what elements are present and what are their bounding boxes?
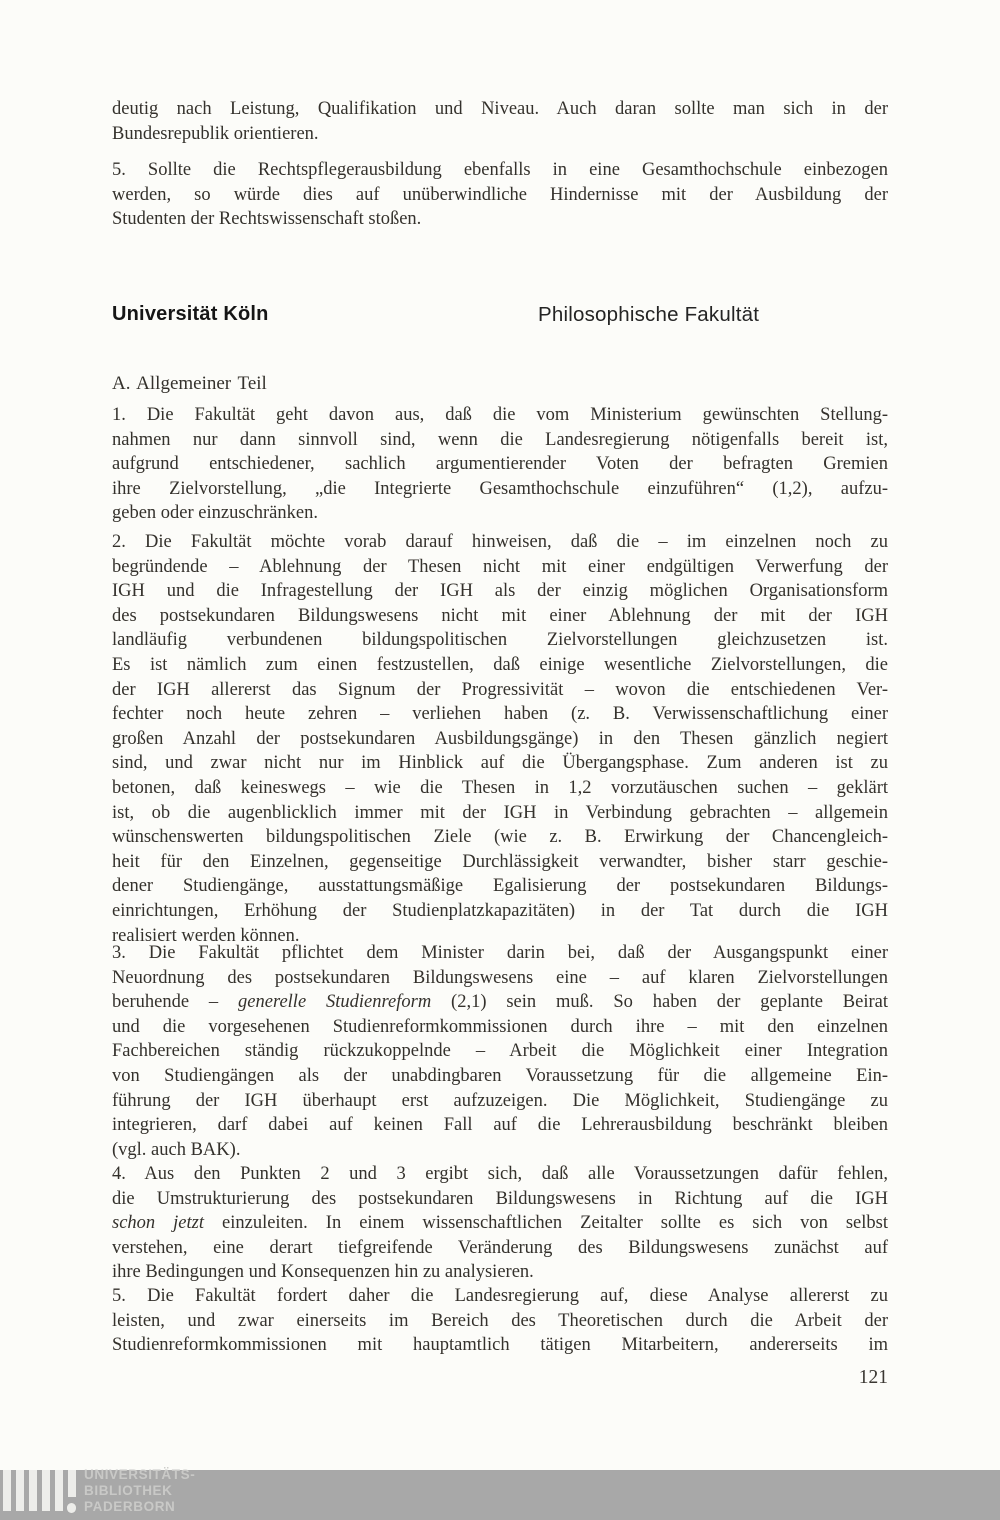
page-number: 121: [858, 1367, 888, 1388]
paragraph-2: [112, 530, 888, 948]
text-line: Fachbereichen ständig rückzukoppelnde – Arbeit die Möglichkeit einer Integration: [112, 1041, 888, 1062]
text-line: leisten, und zwar einerseits im Bereich des Theoretischen durch die Arbeit der: [112, 1310, 888, 1331]
text-line: heit für den Einzelnen, gegenseitige Durchlässigkeit verwandter, bisher starr geschie-: [112, 851, 888, 872]
italic-text-segment: schon jetzt: [112, 1213, 204, 1234]
logo-bar: [42, 1470, 50, 1511]
text-line: des postsekundaren Bildungswesens nicht mit einer Ablehnung der mit der IGH: [112, 605, 888, 626]
logo-dot: [67, 1503, 77, 1513]
text-line: begründende – Ablehnung der Thesen nicht mit einer endgültigen Verwerfung der: [112, 556, 888, 577]
text-line: einrichtungen, Erhöhung der Studienplatzkapazitäten) in der Tat durch die IGH: [112, 900, 888, 921]
text-line: von Studiengängen als der unabdingbaren Voraussetzung für die allgemeine Ein-: [112, 1065, 888, 1086]
stamp-line: PADERBORN: [84, 1499, 176, 1514]
text-line: ihre Zielvorstellung, „die Integrierte Gesamthochschule einzuführen“ (1,2), aufzu-: [112, 478, 888, 499]
statement-header: [112, 303, 888, 329]
text-line: Es ist nämlich zum einen festzustellen, daß einige wesentliche Zielvorstellungen, die: [112, 654, 888, 675]
text-line: Bundesrepublik orientieren.: [112, 123, 319, 144]
text-line: nahmen nur dann sinnvoll sind, wenn die Landesregierung nötigenfalls bereit ist,: [112, 429, 888, 450]
text-line: 3. Die Fakultät pflichtet dem Minister darin bei, daß der Ausgangspunkt einer: [112, 943, 888, 963]
text-line: sind, und zwar nicht nur im Hinblick auf die Übergangsphase. Zum anderen ist zu: [112, 753, 888, 774]
continuation-paragraph: [112, 97, 888, 146]
text-line: 5. Die Fakultät fordert daher die Landesregierung auf, diese Analyse allererst zu: [112, 1286, 888, 1306]
text-line: realisiert werden können.: [112, 925, 300, 946]
text-line: fechter noch heute zehren – verliehen haben (z. B. Verwissenschaftlichung einer: [112, 704, 888, 725]
text-line: Studienreformkommissionen mit hauptamtlich tätigen Mitarbeitern, andererseits im: [112, 1335, 888, 1356]
text-line: integrieren, darf dabei auf keinen Fall auf die Lehrerausbildung beschränkt bleiben: [112, 1115, 888, 1136]
text-line: der IGH allererst das Signum der Progressivität – wovon die entschiedenen Ver-: [112, 679, 888, 700]
text-line: wünschenswerten bildungspolitischen Ziele (wie z. B. Erwirkung der Chancengleich-: [112, 827, 888, 848]
text-line: großen Anzahl der postsekundaren Ausbildungsgänge) in den Thesen gänzlich negiert: [112, 728, 888, 749]
logo-bar: [68, 1470, 76, 1497]
text-line: die Umstrukturierung des postsekundaren Bildungswesens in Richtung auf die IGH: [112, 1188, 888, 1209]
text-segment: (2,1) sein muß. So haben der geplante Beirat: [431, 992, 888, 1013]
university-name: Universität Köln: [112, 303, 269, 325]
text-line: [112, 990, 888, 1015]
section-heading: A. Allgemeiner Teil: [112, 373, 267, 394]
text-line: deutig nach Leistung, Qualifikation und Niveau. Auch daran sollte man sich in der: [112, 99, 888, 119]
paragraph-3: [112, 941, 888, 1162]
stamp-line: BIBLIOTHEK: [84, 1483, 173, 1498]
text-line: (vgl. auch BAK).: [112, 1139, 241, 1160]
text-line: aufgrund entschiedener, sachlich argumentierender Voten der befragten Gremien: [112, 454, 888, 475]
library-stamp-text: [84, 1467, 195, 1515]
text-line: betonen, daß keineswegs – wie die Thesen in 1,2 vorzutäuschen suchen – geklärt: [112, 777, 888, 798]
text-line: ihre Bedingungen und Konsequenzen hin zu analysieren.: [112, 1262, 534, 1283]
point5-top-paragraph: [112, 158, 888, 232]
text-line: werden, so würde dies auf unüberwindliche Hindernisse mit der Ausbildung der: [112, 184, 888, 205]
text-line: Studenten der Rechtswissenschaft stoßen.: [112, 209, 422, 230]
text-line: 4. Aus den Punkten 2 und 3 ergibt sich, daß alle Voraussetzungen dafür fehlen,: [112, 1164, 888, 1184]
paragraph-1: [112, 403, 888, 526]
text-line: verstehen, eine derart tiefgreifende Veränderung des Bildungswesens zunächst auf: [112, 1237, 888, 1258]
text-line: 5. Sollte die Rechtspflegerausbildung ebenfalls in eine Gesamthochschule einbezogen: [112, 160, 888, 180]
text-line: Neuordnung des postsekundaren Bildungswesens eine – auf klaren Zielvorstellungen: [112, 967, 888, 988]
library-stamp-bar: [0, 1467, 1000, 1520]
text-line: und die vorgesehenen Studienreformkommissionen durch ihre – mit den einzelnen: [112, 1016, 888, 1037]
faculty-name: Philosophische Fakultät: [538, 303, 760, 326]
text-line: IGH und die Infragestellung der IGH als der einzig möglichen Organisationsform: [112, 581, 888, 602]
logo-bar: [16, 1470, 24, 1511]
logo-bar: [55, 1470, 63, 1511]
italic-text-segment: generelle Studienreform: [238, 992, 432, 1013]
text-line: führung der IGH überhaupt erst aufzuzeigen. Die Möglichkeit, Studiengänge zu: [112, 1090, 888, 1111]
text-line: [112, 1211, 888, 1236]
stamp-line: UNIVERSITÄTS-: [84, 1467, 196, 1482]
text-line: geben oder einzuschränken.: [112, 503, 318, 524]
text-line: ist, ob die augenblicklich immer mit der IGH in Verbindung gebrachten – allgemein: [112, 802, 888, 823]
text-line: landläufig verbundenen bildungspolitischen Zielvorstellungen gleichzusetzen ist.: [112, 630, 888, 651]
paragraph-4: [112, 1162, 888, 1285]
text-segment: einzuleiten. In einem wissenschaftlichen Zeitalter sollte es sich von selbst: [204, 1213, 888, 1234]
text-line: 2. Die Fakultät möchte vorab darauf hinweisen, daß die – im einzelnen noch zu: [112, 532, 888, 552]
text-segment: beruhende –: [112, 992, 239, 1013]
logo-bar: [3, 1470, 11, 1511]
text-line: dener Studiengänge, ausstattungsmäßige Egalisierung der postsekundaren Bildungs-: [112, 876, 888, 897]
paragraph-5: [112, 1284, 888, 1358]
logo-bar: [29, 1470, 37, 1511]
text-line: 1. Die Fakultät geht davon aus, daß die vom Ministerium gewünschten Stellung-: [112, 405, 888, 425]
